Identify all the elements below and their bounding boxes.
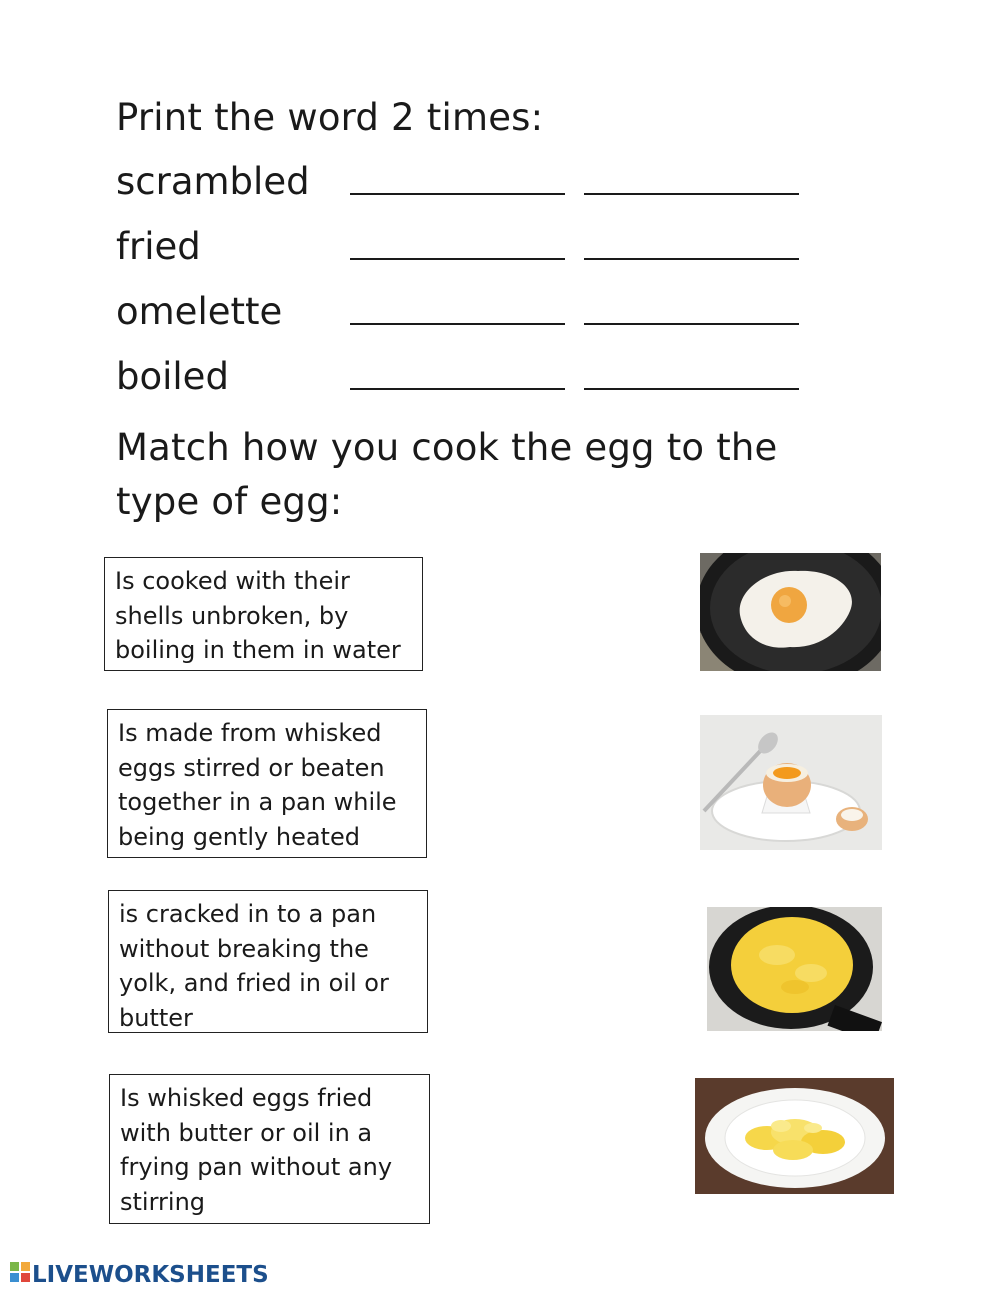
match-heading-line: type of egg:	[116, 479, 343, 523]
word-row-scrambled	[116, 157, 816, 207]
description-box-1[interactable]	[104, 557, 423, 671]
boiled-egg-photo[interactable]	[700, 715, 882, 850]
description-line: being gently heated	[118, 822, 360, 851]
write-line[interactable]	[584, 323, 799, 325]
match-heading-line: Match how you cook the egg to the	[116, 426, 778, 469]
match-heading	[116, 421, 778, 528]
description-box-2[interactable]	[107, 709, 427, 858]
logo-mark-icon	[10, 1262, 30, 1282]
description-line: Is cooked with their	[115, 567, 350, 595]
description-line: shells unbroken, by	[115, 601, 349, 630]
word-label: omelette	[116, 290, 283, 333]
description-line: butter	[119, 1003, 193, 1032]
description-box-4[interactable]	[109, 1074, 430, 1224]
print-heading: Print the word 2 times:	[116, 96, 544, 139]
word-row-fried	[116, 222, 816, 272]
description-line: is cracked in to a pan	[119, 900, 377, 928]
scrambled-eggs-photo[interactable]	[695, 1078, 894, 1194]
description-line: eggs stirred or beaten	[118, 753, 385, 782]
liveworksheets-logo[interactable]	[10, 1258, 280, 1288]
description-line: without breaking the	[119, 934, 369, 963]
description-line: boiling in them in water	[115, 636, 401, 664]
word-label: boiled	[116, 355, 229, 398]
description-line: Is made from whisked	[118, 719, 382, 747]
write-line[interactable]	[350, 193, 565, 195]
word-label: fried	[116, 225, 201, 268]
write-line[interactable]	[350, 388, 565, 390]
fried-egg-photo[interactable]	[700, 553, 881, 671]
description-line: frying pan without any	[120, 1153, 393, 1181]
description-line: Is whisked eggs fried	[120, 1084, 373, 1112]
description-line: with butter or oil in a	[120, 1118, 373, 1147]
description-line: yolk, and fried in oil or	[119, 969, 389, 997]
word-row-omelette	[116, 287, 816, 337]
write-line[interactable]	[584, 258, 799, 260]
write-line[interactable]	[584, 193, 799, 195]
write-line[interactable]	[350, 258, 565, 260]
write-line[interactable]	[584, 388, 799, 390]
description-box-3[interactable]	[108, 890, 428, 1033]
omelette-photo[interactable]	[707, 907, 882, 1031]
word-label: scrambled	[116, 160, 310, 203]
brand-name: LIVEWORKSHEETS	[32, 1262, 269, 1288]
write-line[interactable]	[350, 323, 565, 325]
word-row-boiled	[116, 352, 816, 402]
description-line: stirring	[120, 1187, 206, 1216]
description-line: together in a pan while	[118, 788, 397, 816]
